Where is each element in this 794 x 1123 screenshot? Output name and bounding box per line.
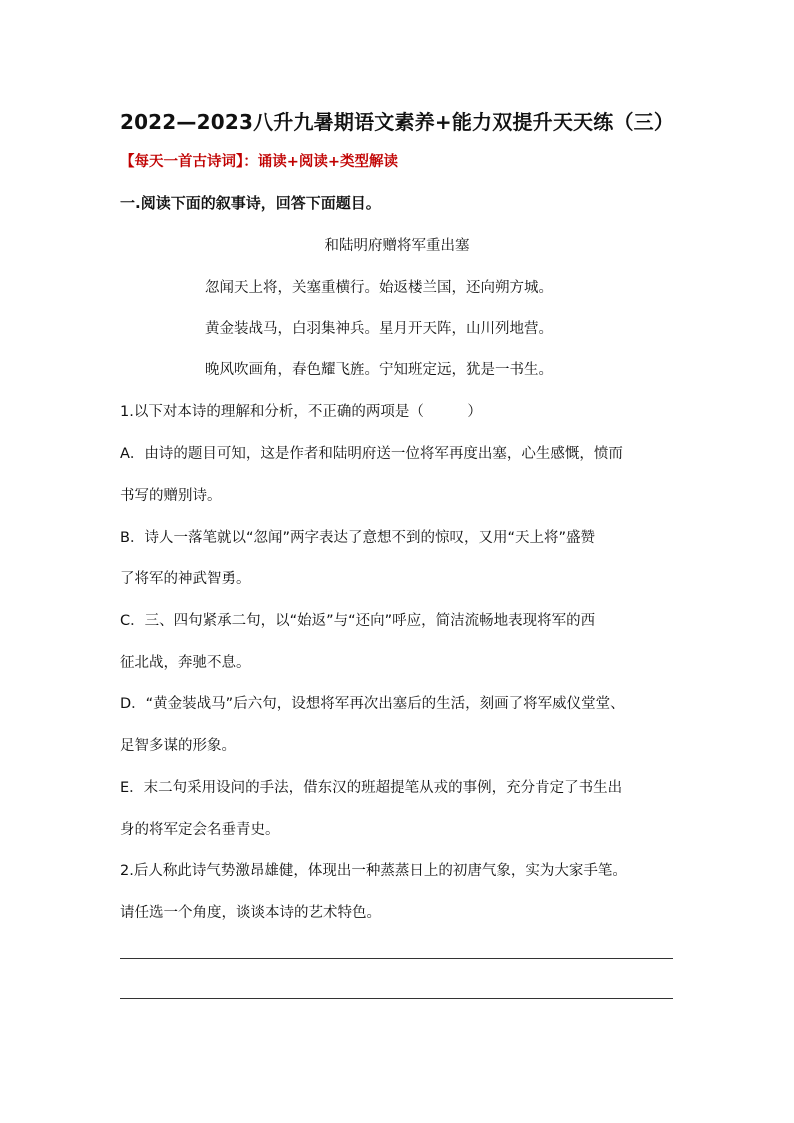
option-e-line-1: E．末二句采用设问的手法，借东汉的班超提笔从戎的事例，充分肯定了书生出 bbox=[120, 780, 623, 796]
exercise-heading: 一.阅读下面的叙事诗，回答下面题目。 bbox=[120, 194, 381, 212]
poem-title: 和陆明府赠将军重出塞 bbox=[324, 238, 470, 254]
question-2-line-1: 2.后人称此诗气势激昂雄健，体现出一种蒸蒸日上的初唐气象，实为大家手笔。 bbox=[120, 863, 627, 879]
option-d-line-1: D．“黄金装战马”后六句，设想将军再次出塞后的生活，刻画了将军威仪堂堂、 bbox=[120, 696, 625, 712]
option-b-line-1: B．诗人一落笔就以“忽闻”两字表达了意想不到的惊叹，又用“天上将”盛赞 bbox=[120, 530, 595, 546]
poem-line: 黄金装战马，白羽集神兵。星月开天阵，山川列地营。 bbox=[205, 321, 553, 337]
question-1-stem: 1.以下对本诗的理解和分析，不正确的两项是（ ） bbox=[120, 404, 482, 420]
question-2-line-2: 请任选一个角度，谈谈本诗的艺术特色。 bbox=[120, 905, 381, 921]
poem-line: 忽闻天上将，关塞重横行。始返楼兰国，还向朔方城。 bbox=[205, 280, 553, 296]
option-b-line-2: 了将军的神武智勇。 bbox=[120, 571, 251, 587]
answer-line[interactable] bbox=[120, 958, 673, 959]
section-tag: 【每天一首古诗词】：诵读+阅读+类型解读 bbox=[120, 154, 399, 170]
option-e-line-2: 身的将军定会名垂青史。 bbox=[120, 822, 280, 838]
option-a-line-2: 书写的赠别诗。 bbox=[120, 488, 222, 504]
option-d-line-2: 足智多谋的形象。 bbox=[120, 738, 236, 754]
option-a-line-1: A．由诗的题目可知，这是作者和陆明府送一位将军再度出塞，心生感慨，愤而 bbox=[120, 446, 623, 462]
document-title: 2022—2023八升九暑期语文素养+能力双提升天天练（三） bbox=[119, 110, 675, 134]
answer-line[interactable] bbox=[120, 998, 673, 999]
option-c-line-2: 征北战，奔驰不息。 bbox=[120, 655, 251, 671]
option-c-line-1: C．三、四句紧承二句，以“始返”与“还向”呼应，简洁流畅地表现将军的西 bbox=[120, 613, 596, 629]
poem-line: 晚风吹画角，春色耀飞旌。宁知班定远，犹是一书生。 bbox=[205, 362, 553, 378]
